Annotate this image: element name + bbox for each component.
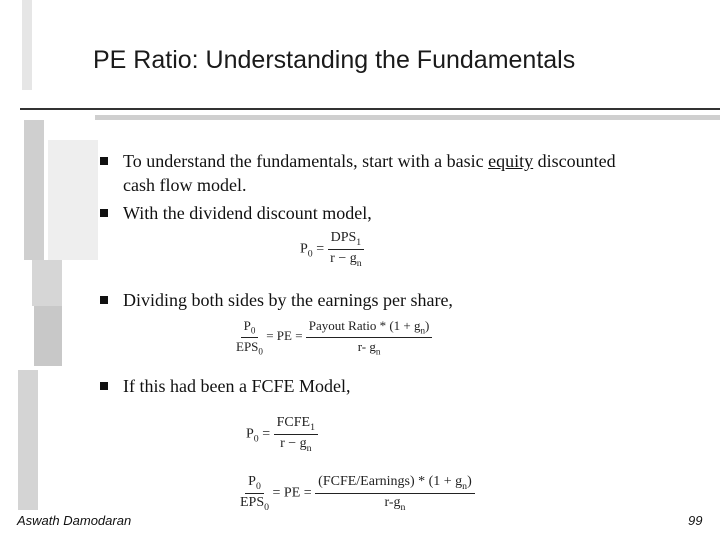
bullet-marker [100, 209, 108, 217]
bullet-text-2: With the dividend discount model, [123, 203, 372, 223]
page-number: 99 [688, 513, 703, 528]
decor-bar-2 [24, 120, 44, 260]
ddm-fraction: $\frac{DPS_1}{r - g_n}$ [328, 230, 365, 269]
equation-fcfe: $P_0$ = $\frac{FCFE_1}{r - g_n}$ [246, 415, 318, 454]
fcfe-pe-lhs-fraction: $\frac{P_0}{EPS_0}$ [240, 474, 270, 513]
pe-lhs-fraction: $\frac{P_0}{EPS_0}$ [236, 318, 263, 357]
bullet-1-pre: To understand the fundamentals, start with a basic [123, 151, 489, 171]
fcfe-pe-rhs-fraction: $\frac{(FCFE/Earnings) * (1 + g_n)}{r-g_n}$ [315, 474, 475, 513]
bullet-marker [100, 382, 108, 390]
title-rule [20, 108, 720, 110]
bullet-text-4: If this had been a FCFE Model, [123, 376, 351, 396]
equation-fcfe-pe: $\frac{P_0}{EPS_0}$ = PE = $\frac{(FCFE/Earnings) * (1 + g_n)}{r-g_n}$ [240, 474, 475, 513]
equation-pe: $\frac{P_0}{EPS_0}$ = PE = $\frac{Payout Ratio * (1 + g_n)}{r- g_n}$ [236, 318, 432, 356]
decor-bar-3 [32, 260, 62, 306]
pe-rhs-fraction: $\frac{Payout Ratio * (1 + g_n)}{r- g_n}$ [306, 318, 433, 356]
bullet-1-underlined: equity [488, 151, 534, 171]
decor-bar-6 [48, 140, 98, 260]
bullet-1-post: discounted [533, 151, 616, 171]
decor-bar-5 [18, 370, 38, 510]
bullet-text-1 [123, 149, 616, 197]
bullet-text-3: Dividing both sides by the earnings per share, [123, 290, 453, 310]
footer-author: Aswath Damodaran [17, 513, 132, 528]
equation-ddm: $P_0$ = $\frac{DPS_1}{r - g_n}$ [300, 230, 364, 269]
bullet-marker [100, 296, 108, 304]
fcfe-fraction: $\frac{FCFE_1}{r - g_n}$ [274, 415, 318, 454]
bullet-marker [100, 157, 108, 165]
decor-bar-4 [34, 306, 62, 366]
slide-title: PE Ratio: Understanding the Fundamentals [93, 46, 576, 74]
title-rule-shadow [95, 115, 720, 120]
decor-bar-1 [22, 0, 32, 90]
bullet-1-line2: cash flow model. [123, 175, 247, 195]
